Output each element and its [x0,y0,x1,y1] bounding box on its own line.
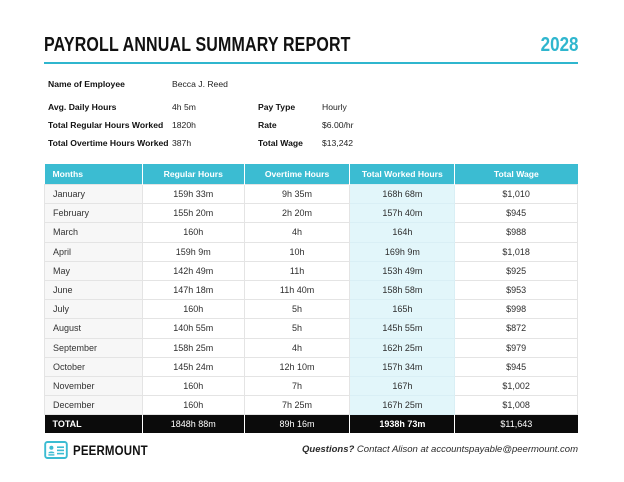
value-cell: 140h 55m [142,319,244,338]
value-cell: $1,018 [455,242,578,261]
value-cell: 167h 25m [350,396,455,415]
employee-name-row [48,79,578,93]
value-cell: 145h 24m [142,357,244,376]
avg-daily-hours-label: Avg. Daily Hours [48,102,117,112]
value-cell: $988 [455,223,578,242]
table-total-row [45,415,578,434]
table-header-row [45,164,578,185]
month-cell: April [45,242,143,261]
value-cell: 142h 49m [142,261,244,280]
month-cell: May [45,261,143,280]
total-overtime-hours-value: 387h [172,138,192,148]
value-cell: 167h [350,376,455,395]
pay-type-label: Pay Type [258,102,296,112]
value-cell: $998 [455,300,578,319]
value-cell: 159h 33m [142,185,244,204]
value-cell: 165h [350,300,455,319]
title-divider [44,62,578,64]
footer-note-question: Questions? [302,444,355,455]
value-cell: 4h [244,338,350,357]
value-cell: $953 [455,280,578,299]
month-cell: June [45,280,143,299]
column-header-total-wage: Total Wage [455,164,578,185]
value-cell: 158h 58m [350,280,455,299]
rate-label: Rate [258,120,277,130]
table-row [45,396,578,415]
value-cell: 160h [142,376,244,395]
total-label-cell: TOTAL [45,415,143,434]
value-cell: 7h [244,376,350,395]
value-cell: $945 [455,357,578,376]
month-cell: January [45,185,143,204]
total-value-cell: 1848h 88m [142,415,244,434]
value-cell: 7h 25m [244,396,350,415]
report-header [44,34,578,60]
table-header [45,164,578,185]
footer-contact-note [302,444,578,455]
value-cell: 9h 35m [244,185,350,204]
total-regular-hours-value: 1820h [172,120,196,130]
value-cell: 162h 25m [350,338,455,357]
report-year: 2028 [540,34,578,56]
value-cell: 147h 18m [142,280,244,299]
value-cell: 160h [142,300,244,319]
table-row [45,261,578,280]
value-cell: 164h [350,223,455,242]
table-row [45,223,578,242]
month-cell: August [45,319,143,338]
employee-name-value: Becca J. Reed [172,79,228,89]
value-cell: $925 [455,261,578,280]
id-badge-icon [44,440,68,460]
value-cell: 5h [244,319,350,338]
footer-note-contact: Contact Alison at accountspayable@peermount.com [354,444,578,455]
payroll-summary-table [44,164,578,433]
value-cell: 158h 25m [142,338,244,357]
column-header-overtime-hours: Overtime Hours [244,164,350,185]
table-row [45,280,578,299]
column-header-total-worked-hours: Total Worked Hours [350,164,455,185]
total-wage-label: Total Wage [258,138,303,148]
table-row [45,242,578,261]
table-body [45,185,578,415]
value-cell: 157h 40m [350,204,455,223]
employee-name-label: Name of Employee [48,79,125,89]
value-cell: $945 [455,204,578,223]
info-row [48,102,578,116]
month-cell: March [45,223,143,242]
value-cell: 11h 40m [244,280,350,299]
value-cell: 2h 20m [244,204,350,223]
value-cell: 160h [142,396,244,415]
month-cell: November [45,376,143,395]
total-overtime-hours-label: Total Overtime Hours Worked [48,138,169,148]
column-header-months: Months [45,164,143,185]
total-wage-value: $13,242 [322,138,354,148]
month-cell: September [45,338,143,357]
pay-type-value: Hourly [322,102,347,112]
value-cell: $1,002 [455,376,578,395]
month-cell: July [45,300,143,319]
info-row [48,120,578,134]
value-cell: 12h 10m [244,357,350,376]
table-row [45,357,578,376]
total-value-cell: 89h 16m [244,415,350,434]
info-row [48,138,578,152]
column-header-regular-hours: Regular Hours [142,164,244,185]
table-row [45,300,578,319]
table-row [45,376,578,395]
report-footer [44,438,578,466]
value-cell: 159h 9m [142,242,244,261]
value-cell: 153h 49m [350,261,455,280]
total-regular-hours-label: Total Regular Hours Worked [48,120,164,130]
value-cell: 5h [244,300,350,319]
month-cell: October [45,357,143,376]
rate-value: $6.00/hr [322,120,354,130]
page-title: PAYROLL ANNUAL SUMMARY REPORT [44,34,351,56]
month-cell: December [45,396,143,415]
table-row [45,338,578,357]
value-cell: 168h 68m [350,185,455,204]
table-row [45,185,578,204]
value-cell: 155h 20m [142,204,244,223]
month-cell: February [45,204,143,223]
value-cell: 157h 34m [350,357,455,376]
table-row [45,204,578,223]
employee-info-section [48,79,578,156]
value-cell: 145h 55m [350,319,455,338]
total-value-cell: 1938h 73m [350,415,455,434]
value-cell: $979 [455,338,578,357]
value-cell: $872 [455,319,578,338]
table-row [45,319,578,338]
brand-name: PEERMOUNT [73,442,148,458]
value-cell: 169h 9m [350,242,455,261]
total-value-cell: $11,643 [455,415,578,434]
value-cell: 11h [244,261,350,280]
value-cell: 160h [142,223,244,242]
value-cell: $1,008 [455,396,578,415]
value-cell: $1,010 [455,185,578,204]
brand-logo [44,440,161,460]
value-cell: 10h [244,242,350,261]
value-cell: 4h [244,223,350,242]
avg-daily-hours-value: 4h 5m [172,102,196,112]
